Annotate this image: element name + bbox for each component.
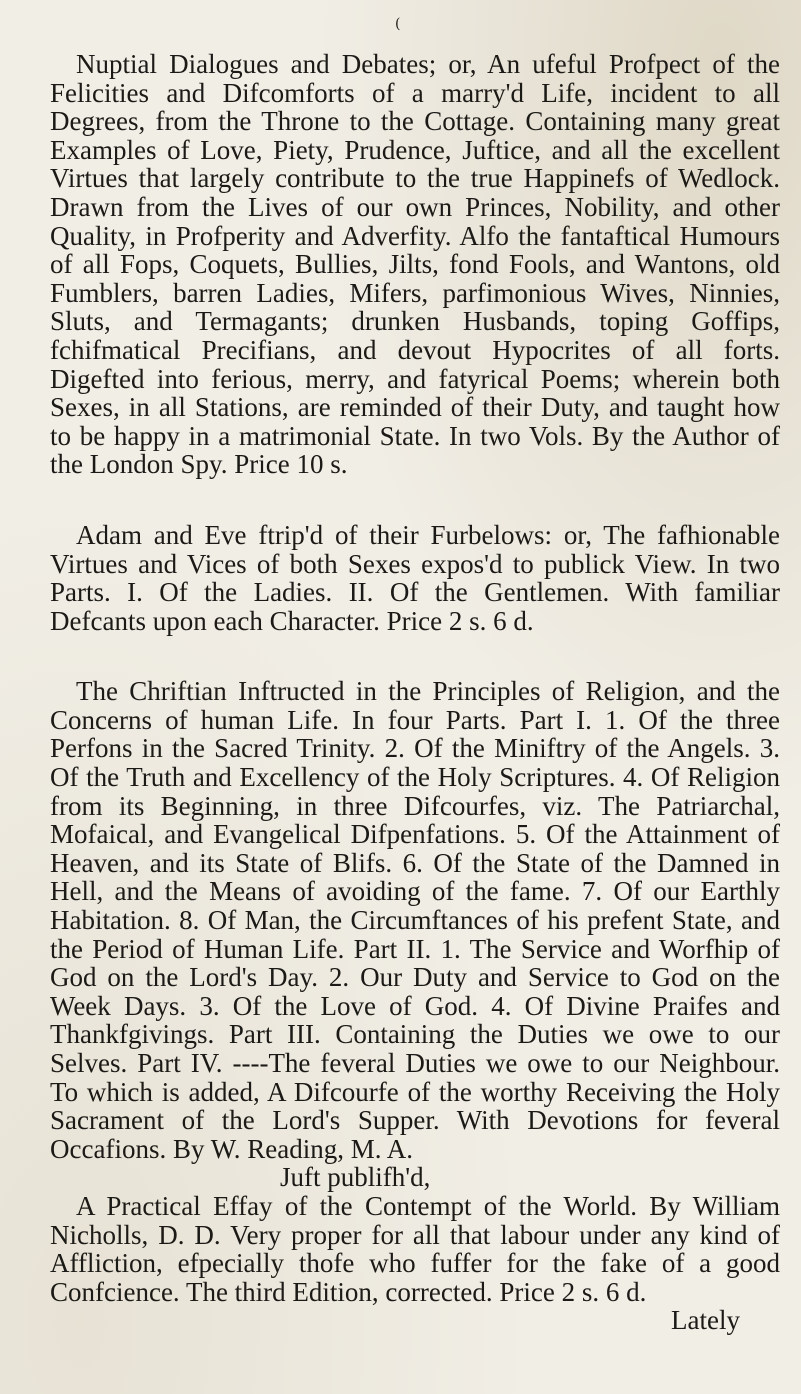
advert-christian-instructed: The Chriftian Inftructed in the Principles of Religion, and the Concerns of human Life. In four Parts. Part I. 1. Of the three Perfons in the Sacred Trinity. 2. Of the Miniftry of the Angels. 3. Of the Truth and Excellency of the Holy Scriptures. 4. Of Religion from its Beginning, in three Difcourfes, viz. The Patriarchal, Mofaical, and Evangelical Difpenfations. 5. Of the Attainment of Heaven, and its State of Blifs. 6. Of the State of the Damned in Hell, and the Means of avoiding of the fame. 7. Of our Earthly Habitation. 8. Of Man, the Circumftances of his prefent State, and the Period of Human Life. Part II. 1. The Service and Worfhip of God on the Lord's Day. 2. Our Duty and Service to God on the Week Days. 3. Of the Love of God. 4. Of Divine Praifes and Thankfgivings. Part III. Containing the Duties we owe to our Selves. Part IV. ----The feveral Duties we owe to our Neighbour. To which is added, A Difcourfe of the worthy Receiving the Holy Sacrament of the Lord's Supper. With Devotions for feveral Occafions. By W. Reading, M. A. xyxy=(50,676,780,1164)
just-published-heading: Juft publifh'd, xyxy=(280,1162,431,1193)
advert-nuptial-dialogues: Nuptial Dialogues and Debates; or, An ufeful Profpect of the Felicities and Difcomforts of a marry'd Life, incident to all Degrees, from the Throne to the Cottage. Containing many great Examples of Love, Piety, Prudence, Juftice, and all the excellent Virtues that largely contribute to the true Happinefs of Wedlock. Drawn from the Lives of our own Princes, Nobility, and other Quality, in Profperity and Adverfity. Alfo the fantaftical Humours of all Fops, Coquets, Bullies, Jilts, fond Fools, and Wantons, old Fumblers, barren Ladies, Mifers, parfimonious Wives, Ninnies, Sluts, and Termagants; drunken Husbands, toping Goffips, fchifmatical Precifians, and devout Hypocrites of all forts. Digefted into ferious, merry, and fatyrical Poems; wherein both Sexes, in all Stations, are reminded of their Duty, and taught how to be happy in a matrimonial State. In two Vols. By the Author of the London Spy. Price 10 s. xyxy=(50,49,780,480)
page-mark: ( xyxy=(395,16,401,32)
advert-practical-essay: A Practical Effay of the Contempt of the World. By William Nicholls, D. D. Very proper for all that labour under any kind of Affliction, efpecially thofe who fuffer for the fake of a good Confcience. The third Edition, corrected. Price 2 s. 6 d. xyxy=(50,1190,780,1307)
catchword: Lately xyxy=(671,1305,740,1336)
advert-adam-and-eve: Adam and Eve ftrip'd of their Furbelows: or, The fafhionable Virtues and Vices of both Sexes expos'd to publick View. In two Parts. I. Of the Ladies. II. Of the Gentlemen. With familiar Defcants upon each Character. Price 2 s. 6 d. xyxy=(50,519,780,636)
advertisement-page xyxy=(50,50,780,1335)
